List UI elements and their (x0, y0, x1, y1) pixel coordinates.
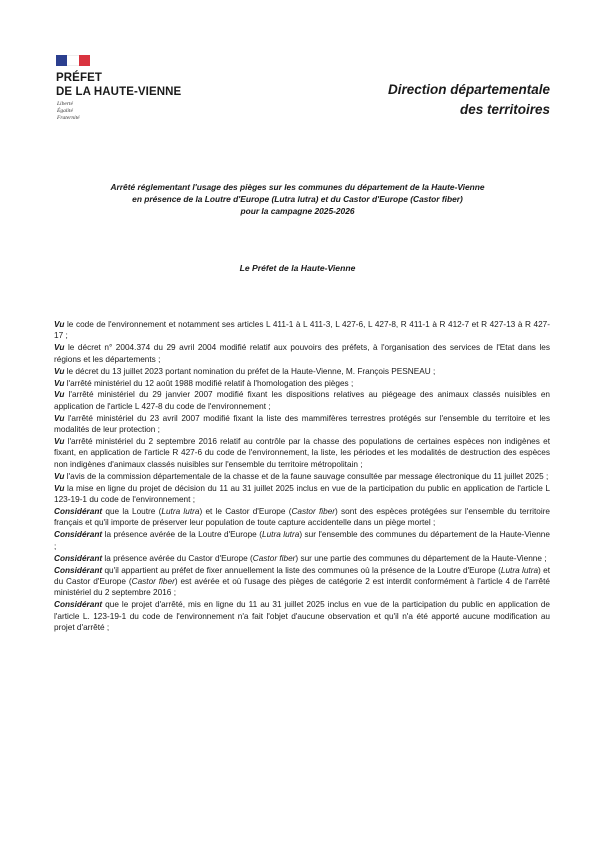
direction-line-1: Direction départementale (387, 82, 550, 97)
logo-line-1: PRÉFET (56, 72, 102, 84)
considerant-paragraph: Considérant la présence avérée du Castor d'Europe (Castor fiber) sur une partie des communes du département de la Haute-Vienne ; (54, 553, 547, 563)
motto-fraternite: Fraternité (57, 115, 80, 121)
visa-paragraph: Vu le décret du 13 juillet 2023 portant nomination du préfet de la Haute-Vienne, M. François PESNEAU ; (54, 366, 436, 376)
direction-heading (388, 80, 550, 120)
visa-paragraph: Vu le code de l'environnement et notamment ses articles L 411-1 à L 411-3, L 427-6, L 427-8, R 411-1 à R 412-7 et R 427-13 à R 427-17 ; (54, 320, 550, 341)
considerant-paragraph: Considérant la présence avérée de la Loutre d'Europe (Lutra lutra) sur l'ensemble des communes du département de la Haute-Vienne ; (54, 530, 550, 551)
considerant-paragraph: Considérant qu'il appartient au préfet de fixer annuellement la liste des communes où la présence de la Loutre d'Europe (Lutra lutra) et du Castor d'Europe (Castor fiber) est avérée et où l'usage des pièges de catégorie 2 est interdit conformément à l'article 4 de l'arrêté ministériel du 2 septembre 2016 ; (54, 565, 551, 598)
visa-paragraph: Vu la mise en ligne du projet de décision du 11 au 31 juillet 2025 inclus en vue de la participation du public en application de l'article L 123-19-1 du code de l'environnement ; (54, 483, 550, 505)
logo-line-2: DE LA HAUTE-VIENNE (56, 86, 182, 98)
prefecture-logo-title (56, 71, 181, 99)
visa-paragraph: Vu l'arrêté ministériel du 29 janvier 2007 modifié fixant les dispositions relatives au piégeage des animaux classés nuisibles en application de l'article L 427-8 du code de l'environnement ; (54, 390, 550, 411)
visa-paragraph: Vu le décret n° 2004.374 du 29 avril 2004 modifié relatif aux pouvoirs des préfets, à l'organisation des services de l'Etat dans les régions et les départements ; (54, 343, 550, 364)
marianne-flag-icon (56, 55, 90, 66)
motto-egalite: Égalité (57, 108, 73, 114)
title-line-1: Arrêté réglementant l'usage des pièges sur les communes du département de la Haute-Vienne (110, 182, 485, 192)
arrete-title (60, 181, 535, 217)
title-line-3: pour la campagne 2025-2026 (240, 206, 355, 216)
document-body (54, 319, 550, 634)
considerant-paragraph: Considérant que la Loutre (Lutra lutra) et le Castor d'Europe (Castor fiber) sont des espèces protégées sur l'ensemble du territoire français et qu'il importe de préserver leur population de toute capture accidentelle dans un piège mortel ; (54, 507, 550, 528)
visa-paragraph: Vu l'avis de la commission départementale de la chasse et de la faune sauvage consultée par message électronique du 11 juillet 2025 ; (54, 471, 549, 481)
direction-line-2: des territoires (459, 102, 550, 117)
visa-paragraph: Vu l'arrêté ministériel du 23 avril 2007 modifié fixant la liste des mammifères terrestres protégés sur l'ensemble du territoire et les modalités de leur protection ; (54, 413, 550, 435)
republic-motto (57, 101, 80, 122)
title-line-2: en présence de la Loutre d'Europe (Lutra lutra) et du Castor d'Europe (Castor fiber) (132, 194, 463, 204)
visa-paragraph: Vu l'arrêté ministériel du 12 août 1988 modifié relatif à l'homologation des pièges ; (54, 378, 354, 388)
motto-liberte: Liberté (57, 101, 73, 107)
visa-paragraph: Vu l'arrêté ministériel du 2 septembre 2016 relatif au contrôle par la chasse des populations de certaines espèces non indigènes et fixant, en application de l'article R 427-6 du code de l'environnement, la liste, les périodes et les modalités de destruction des espèces non indigènes d'animaux classés nuisibles sur l'ensemble du territoire métropolitain ; (54, 437, 550, 469)
prefet-heading: Le Préfet de la Haute-Vienne (239, 263, 356, 273)
considerant-paragraph: Considérant que le projet d'arrêté, mis en ligne du 11 au 31 juillet 2025 inclus en vue de la participation du public en application de l'article L. 123-19-1 du code de l'environnement n'a fait l'objet d'aucune observation et qu'il n'a été apporté aucune modification au projet d'arrêté ; (54, 600, 550, 633)
